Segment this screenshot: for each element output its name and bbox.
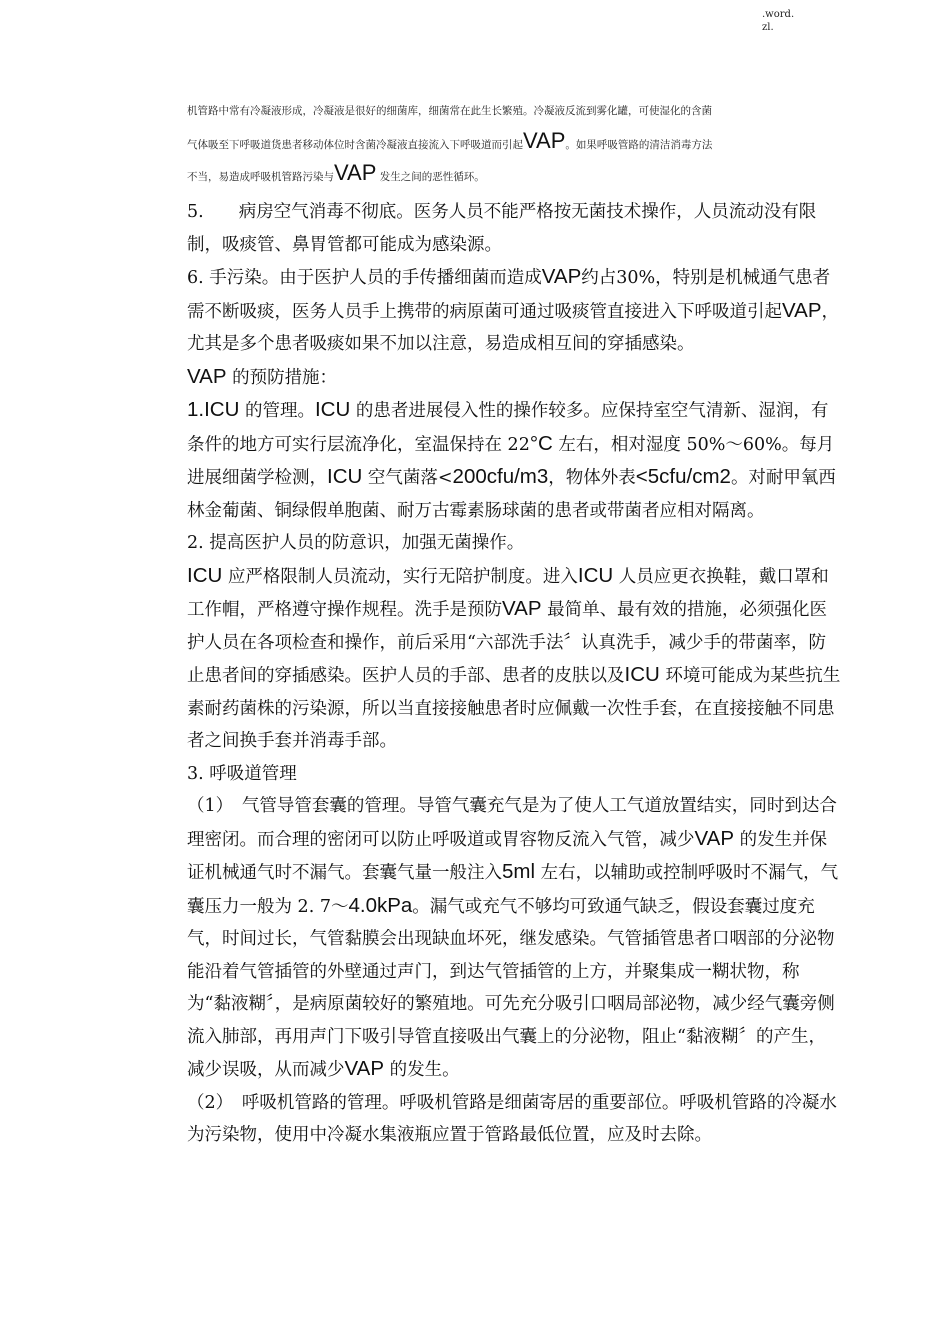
paragraph-5: 5. 病房空气消毒不彻底。医务人员不能严格按无菌技术操作，人员流动没有限制，吸痰管、鼻胃管都可能成为感染源。 xyxy=(187,202,817,255)
paragraph-3: 3. 呼吸道管理 xyxy=(187,763,297,784)
small-text-line-1: 机管路中常有冷凝液形成，冷凝液是很好的细菌库，细菌常在此生长繁殖。冷凝液反流到雾化罐，可使湿化的含菌 xyxy=(187,105,712,117)
small-text-line-2: 气体吸至下呼吸道货患者移动体位时含菌冷凝液直接流入下呼吸道而引起VAP。如果呼吸管路的清洁消毒方法 xyxy=(187,128,713,153)
small-text-line-3: 不当，易造成呼吸机管路污染与VAP 发生之间的恶性循环。 xyxy=(187,160,485,185)
paragraph-icu-management: 1.ICU 的管理。ICU 的患者进展侵入性的操作较多。应保持室空气清新、湿润，有条件的地方可实行层流净化，室温保持在 22°C 左右，相对湿度 50%～60%。每月进展细菌学检测，ICU 空气菌落<200cfu/m3，物体外表<5cfu/cm2。对耐甲氧西林金葡菌、铜绿假单胞菌、耐万古霉素肠球菌的患者或带菌者应相对隔离。 xyxy=(187,398,836,521)
paragraph-6: 6. 手污染。由于医护人员的手传播细菌而造成VAP约占30%，特别是机械通气患者需不断吸痰，医务人员手上携带的病原菌可通过吸痰管直接进入下呼吸道引起VAP，尤其是多个患者吸痰如果不加以注意，易造成相互间的穿插感染。 xyxy=(187,265,839,354)
header-line-1: .word. xyxy=(762,9,795,20)
paragraph-icu-rules: ICU 应严格限制人员流动，实行无陪护制度。进入ICU 人员应更衣换鞋，戴口罩和工作帽，严格遵守操作规程。洗手是预防VAP 最简单、最有效的措施，必须强化医护人员在各项检查和操作，前后采用“六部洗手法〞认真洗手，减少手的带菌率，防止患者间的穿插感染。医护人员的手部、患者的皮肤以及ICU 环境可能成为某些抗生素耐药菌株的污染源，所以当直接接触患者时应佩戴一次性手套，在直接接触不同患者之间换手套并消毒手部。 xyxy=(187,563,841,751)
body-text xyxy=(143,196,843,1152)
section-title-prevention: VAP 的预防措施： xyxy=(187,364,338,388)
page-header xyxy=(762,8,794,34)
paragraph-3-1: （1） 气管导管套囊的管理。导管气囊充气是为了使人工气道放置结实，同时到达合理密闭。而合理的密闭可以防止呼吸道或胃容物反流入气管，减少VAP 的发生并保证机械通气时不漏气。套囊气量一般注入5ml 左右，以辅助或控制呼吸时不漏气，气囊压力一般为 2. 7～4.0kPa。漏气或充气不够均可致通气缺乏，假设套囊过度充气，时间过长，气管黏膜会出现缺血坏死，继发感染。气管插管患者口咽部的分泌物能沿着气管插管的外壁通过声门，到达气管插管的上方，并聚集成一糊状物，称为“黏液糊〞，是病原菌较好的繁殖地。可先充分吸引口咽局部泌物，减少经气囊旁侧流入肺部，再用声门下吸引导管直接吸出气囊上的分泌物，阻止“黏液糊〞的产生，减少误吸，从而减少VAP 的发生。 xyxy=(187,796,839,1080)
paragraph-3-2: （2） 呼吸机管路的管理。呼吸机管路是细菌寄居的重要部位。呼吸机管路的冷凝水为污染物，使用中冷凝水集液瓶应置于管路最低位置，应及时去除。 xyxy=(187,1092,837,1145)
header-line-2: zl. xyxy=(762,22,774,33)
paragraph-2: 2. 提高医护人员的防意识，加强无菌操作。 xyxy=(187,533,525,553)
